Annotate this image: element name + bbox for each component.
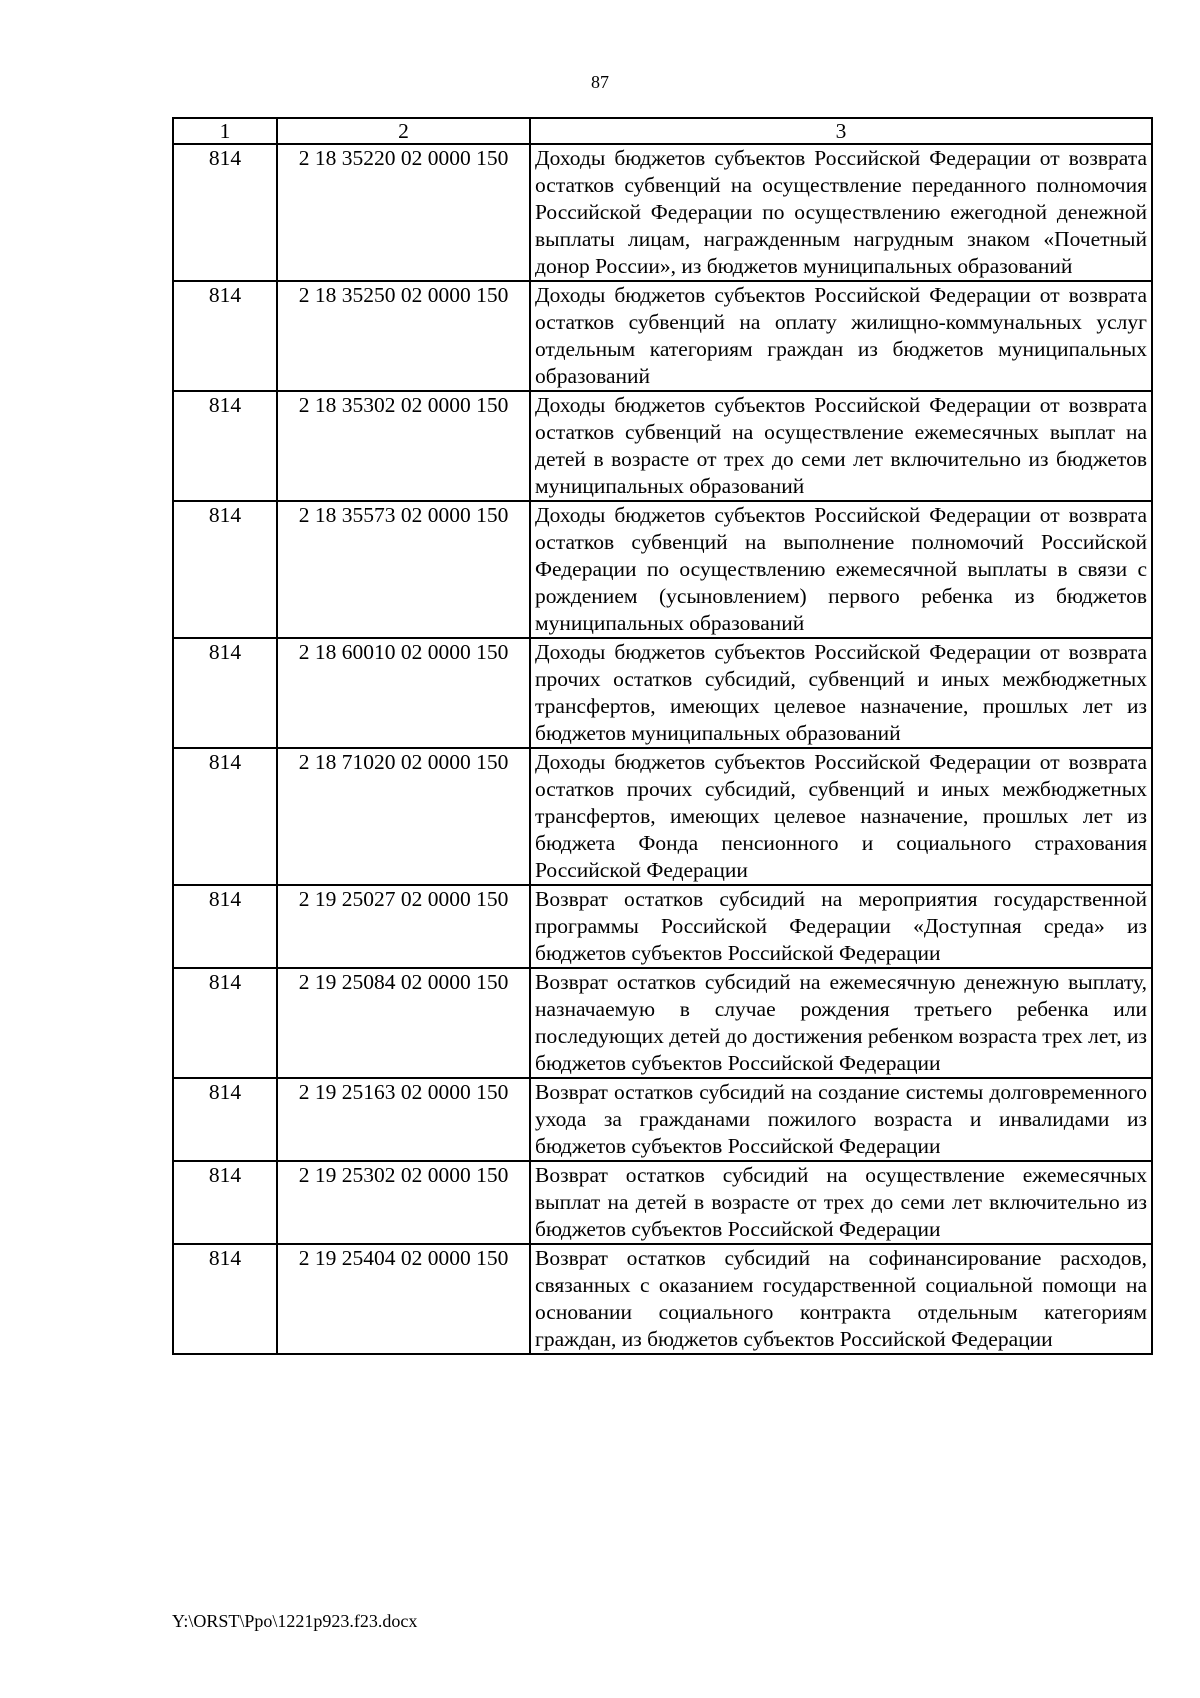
admin-code-cell: 814 (173, 501, 277, 638)
budget-code-cell: 2 18 35220 02 0000 150 (277, 144, 530, 281)
description-cell: Доходы бюджетов субъектов Российской Федерации от возврата остатков субвенций на выполнение полномочий Российской Федерации по осуществлению ежемесячной выплаты в связи с рождением (усыновлением) первого ребенка из бюджетов муниципальных образований (530, 501, 1152, 638)
income-codes-table (172, 117, 1153, 1355)
budget-code-cell: 2 18 35250 02 0000 150 (277, 281, 530, 391)
table-row (173, 885, 1152, 968)
header-col-1: 1 (173, 118, 277, 144)
description-cell: Возврат остатков субсидий на создание системы долговременного ухода за гражданами пожилого возраста и инвалидами из бюджетов субъектов Российской Федерации (530, 1078, 1152, 1161)
admin-code-cell: 814 (173, 885, 277, 968)
admin-code-cell: 814 (173, 968, 277, 1078)
description-cell: Возврат остатков субсидий на софинансирование расходов, связанных с оказанием государственной социальной помощи на основании социального контракта отдельным категориям граждан, из бюджетов субъектов Российской Федерации (530, 1244, 1152, 1354)
admin-code-cell: 814 (173, 1244, 277, 1354)
admin-code-cell: 814 (173, 1078, 277, 1161)
budget-code-cell: 2 19 25404 02 0000 150 (277, 1244, 530, 1354)
admin-code-cell: 814 (173, 1161, 277, 1244)
table-row (173, 281, 1152, 391)
table-header-row (173, 118, 1152, 144)
budget-code-cell: 2 18 35302 02 0000 150 (277, 391, 530, 501)
admin-code-cell: 814 (173, 391, 277, 501)
table-row (173, 1078, 1152, 1161)
description-cell: Доходы бюджетов субъектов Российской Федерации от возврата остатков субвенций на осуществление ежемесячных выплат на детей в возрасте от трех до семи лет включительно из бюджетов муниципальных образований (530, 391, 1152, 501)
table-row (173, 1244, 1152, 1354)
header-col-3: 3 (530, 118, 1152, 144)
admin-code-cell: 814 (173, 144, 277, 281)
admin-code-cell: 814 (173, 748, 277, 885)
budget-code-cell: 2 19 25163 02 0000 150 (277, 1078, 530, 1161)
budget-code-cell: 2 18 60010 02 0000 150 (277, 638, 530, 748)
header-col-2: 2 (277, 118, 530, 144)
table-row (173, 748, 1152, 885)
table-row (173, 501, 1152, 638)
page-number: 87 (591, 72, 609, 92)
admin-code-cell: 814 (173, 281, 277, 391)
table-row (173, 638, 1152, 748)
description-cell: Возврат остатков субсидий на осуществление ежемесячных выплат на детей в возрасте от трех до семи лет включительно из бюджетов субъектов Российской Федерации (530, 1161, 1152, 1244)
budget-code-cell: 2 19 25302 02 0000 150 (277, 1161, 530, 1244)
admin-code-cell: 814 (173, 638, 277, 748)
budget-code-cell: 2 18 35573 02 0000 150 (277, 501, 530, 638)
table-row (173, 968, 1152, 1078)
file-path-footer: Y:\ORST\Ppo\1221p923.f23.docx (172, 1611, 418, 1631)
description-cell: Доходы бюджетов субъектов Российской Федерации от возврата остатков прочих субсидий, субвенций и иных межбюджетных трансфертов, имеющих целевое назначение, прошлых лет из бюджета Фонда пенсионного и социального страхования Российской Федерации (530, 748, 1152, 885)
description-cell: Доходы бюджетов субъектов Российской Федерации от возврата остатков субвенций на оплату жилищно-коммунальных услуг отдельным категориям граждан из бюджетов муниципальных образований (530, 281, 1152, 391)
table-row (173, 1161, 1152, 1244)
table-row (173, 391, 1152, 501)
description-cell: Возврат остатков субсидий на ежемесячную денежную выплату, назначаемую в случае рождения третьего ребенка или последующих детей до достижения ребенком возраста трех лет, из бюджетов субъектов Российской Федерации (530, 968, 1152, 1078)
description-cell: Возврат остатков субсидий на мероприятия государственной программы Российской Федерации «Доступная среда» из бюджетов субъектов Российской Федерации (530, 885, 1152, 968)
budget-code-cell: 2 19 25084 02 0000 150 (277, 968, 530, 1078)
description-cell: Доходы бюджетов субъектов Российской Федерации от возврата прочих остатков субсидий, субвенций и иных межбюджетных трансфертов, имеющих целевое назначение, прошлых лет из бюджетов муниципальных образований (530, 638, 1152, 748)
budget-code-cell: 2 18 71020 02 0000 150 (277, 748, 530, 885)
table-row (173, 144, 1152, 281)
budget-code-cell: 2 19 25027 02 0000 150 (277, 885, 530, 968)
description-cell: Доходы бюджетов субъектов Российской Федерации от возврата остатков субвенций на осуществление переданного полномочия Российской Федерации по осуществлению ежегодной денежной выплаты лицам, награжденным нагрудным знаком «Почетный донор России», из бюджетов муниципальных образований (530, 144, 1152, 281)
